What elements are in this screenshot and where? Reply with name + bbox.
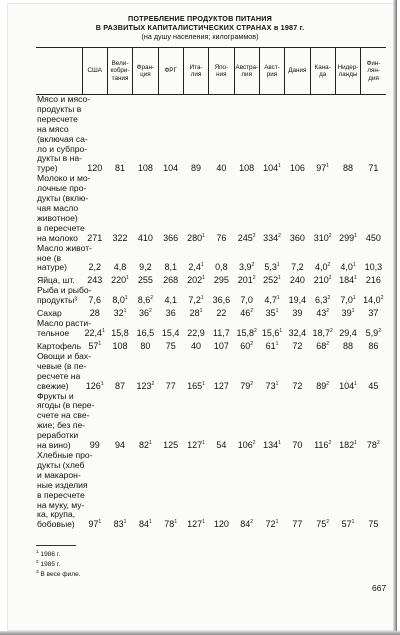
- value-cell: $82^1$: [138, 440, 152, 450]
- value-cell: $127^1$: [187, 519, 205, 530]
- header-blank: [36, 48, 82, 95]
- value-cell: 410: [137, 232, 153, 243]
- value-cell: 80: [140, 340, 151, 351]
- table-row: [36, 392, 386, 451]
- value-cell: $36^2$: [138, 308, 152, 319]
- product-name: Картофель: [37, 341, 82, 352]
- value-cell: 104: [163, 163, 179, 174]
- product-name: Мясо и мясо- продукты в пересчете на мясо (включая са- ло и субпро- дукты в на- туре): [37, 94, 91, 174]
- table-row: [36, 451, 386, 530]
- footnote-1: $^1$ 1986 г.: [36, 550, 61, 558]
- value-cell: 19,4: [288, 295, 307, 306]
- value-cell: 127: [213, 380, 229, 391]
- value-cell: 72: [292, 340, 303, 351]
- value-cell: 107: [213, 340, 229, 351]
- column-header: ФРГ: [158, 48, 183, 95]
- value-cell: 36: [165, 308, 176, 319]
- footnote-2-text: 1985 г.: [40, 561, 61, 569]
- value-cell: 88: [342, 340, 353, 351]
- value-cell: 4,1: [164, 295, 177, 306]
- value-cell: $182^1$: [339, 440, 357, 450]
- product-name: Яйца, шт.: [37, 275, 75, 286]
- value-cell: $126^1$: [85, 380, 104, 391]
- value-cell: $8,6^2$: [137, 295, 154, 306]
- value-cell: $334^2$: [263, 232, 281, 243]
- value-cell: $57^1$: [341, 519, 355, 530]
- value-cell: 16,5: [136, 327, 155, 338]
- value-cell: 7,0: [240, 295, 253, 306]
- value-cell: $72^1$: [265, 519, 279, 530]
- value-cell: 81: [115, 163, 126, 174]
- value-cell: 76: [216, 232, 227, 243]
- product-name: Рыба и рыбо- продукты³: [37, 285, 92, 306]
- value-cell: 322: [112, 232, 128, 243]
- value-cell: 89: [191, 163, 202, 174]
- value-cell: 15,4: [161, 327, 180, 338]
- value-cell: $106^2$: [237, 440, 256, 450]
- value-cell: 15,8$^2$: [236, 327, 257, 338]
- value-cell: 108: [239, 163, 255, 174]
- value-cell: 77: [292, 519, 303, 530]
- column-header: США: [82, 48, 107, 95]
- value-cell: 106: [289, 163, 305, 174]
- value-cell: $78^1$: [164, 519, 178, 530]
- footnote-2: $^2$ 1985 г.: [36, 560, 61, 569]
- value-cell: $4,0^2$: [315, 262, 331, 273]
- value-cell: $97^1$: [316, 163, 330, 174]
- value-cell: $116^2$: [314, 440, 332, 450]
- value-cell: $43^2$: [316, 308, 330, 319]
- value-cell: $73^1$: [265, 380, 279, 391]
- table-body: [36, 95, 386, 531]
- column-header: Ита- лия: [183, 48, 208, 95]
- value-cell: 40: [216, 163, 227, 174]
- value-cell: $60^2$: [240, 340, 254, 351]
- value-cell: 99: [89, 440, 100, 450]
- value-cell: 0,8: [215, 262, 228, 273]
- value-cell: $245^2$: [237, 232, 256, 243]
- value-cell: 75: [165, 340, 176, 351]
- value-cell: $78^2$: [366, 440, 380, 450]
- value-cell: 72: [292, 380, 303, 391]
- value-cell: $61^1$: [265, 340, 279, 351]
- product-name: Молоко и мо- лочные про- дукты (вклю- чая масло животное) в пересчете на молоко: [37, 173, 91, 243]
- value-cell: $39^1$: [341, 308, 355, 319]
- value-cell: 15,6$^1$: [261, 327, 283, 338]
- value-cell: $35^1$: [265, 308, 279, 319]
- value-cell: $165^1$: [187, 380, 205, 391]
- value-cell: 71: [368, 163, 379, 174]
- value-cell: $5,3^1$: [264, 262, 280, 273]
- table-header-row: [36, 48, 386, 95]
- value-cell: 22: [216, 308, 227, 319]
- table-title: [0, 14, 400, 32]
- footnotes: [36, 549, 80, 580]
- value-cell: 22,9: [187, 327, 205, 338]
- value-cell: 10,3: [364, 262, 383, 273]
- value-cell: 108: [112, 340, 128, 351]
- value-cell: $5,9^2$: [365, 327, 381, 338]
- footnote-3-text: В весе филе.: [40, 571, 81, 579]
- value-cell: 88: [342, 163, 353, 174]
- value-cell: 8,1: [164, 262, 177, 273]
- table-row: [36, 286, 386, 306]
- footnote-3: $^3$ В весе филе.: [36, 570, 81, 579]
- value-cell: 271: [87, 232, 103, 243]
- value-cell: 120: [213, 519, 229, 530]
- column-header: Авст- рия: [259, 48, 284, 95]
- value-cell: 18,7$^2$: [312, 327, 333, 338]
- value-cell: $123^2$: [136, 380, 155, 391]
- value-cell: $57^1$: [88, 340, 102, 351]
- value-cell: 39: [292, 308, 303, 319]
- value-cell: $104^1$: [263, 163, 281, 174]
- value-cell: $8,0^1$: [112, 295, 128, 306]
- value-cell: $7,0^1$: [340, 295, 356, 306]
- value-cell: 28: [89, 308, 100, 319]
- value-cell: $97^1$: [88, 519, 102, 530]
- table-row: [36, 319, 386, 339]
- value-cell: 108: [137, 163, 153, 174]
- table-subtitle: (на душу населения; килограммов): [141, 32, 259, 41]
- value-cell: $104^1$: [339, 380, 357, 391]
- title-line-2: В РАЗВИТЫХ КАПИТАЛИСТИЧЕСКИХ СТРАНАХ в 1987 г.: [95, 23, 305, 32]
- column-header: Кана- да: [310, 48, 335, 95]
- value-cell: 11,7: [212, 327, 230, 338]
- value-cell: $299^1$: [339, 232, 357, 243]
- column-header: Япо- ния: [209, 48, 234, 95]
- value-cell: 4,8: [113, 262, 127, 273]
- value-cell: 7,2: [291, 262, 304, 273]
- value-cell: 9,2: [139, 262, 152, 273]
- value-cell: $202^1$: [187, 275, 205, 286]
- value-cell: $134^1$: [263, 440, 281, 450]
- value-cell: $89^2$: [316, 380, 330, 391]
- value-cell: 77: [165, 380, 176, 391]
- value-cell: $252^1$: [263, 275, 281, 286]
- value-cell: $3,9^2$: [239, 262, 255, 273]
- value-cell: $28^1$: [189, 308, 203, 319]
- value-cell: $84^1$: [138, 519, 152, 530]
- value-cell: 22,4$^1$: [84, 327, 105, 338]
- value-cell: 40: [191, 340, 202, 351]
- value-cell: $210^2$: [313, 275, 332, 286]
- product-name: Хлебные про- дукты (хлеб и макарон- ные изделия в пересчете на муку, му- ка, крупа, бобовые): [37, 450, 93, 530]
- value-cell: $280^1$: [187, 232, 205, 243]
- value-cell: $127^1$: [187, 440, 205, 450]
- value-cell: 125: [163, 440, 179, 450]
- value-cell: 36,6: [212, 295, 231, 306]
- column-header: Дания: [285, 48, 310, 95]
- value-cell: $7,2^1$: [188, 295, 204, 306]
- product-name: Овощи и бах- чевые (в пе- ресчете на свежие): [37, 350, 92, 391]
- page-number: 667: [372, 583, 387, 593]
- value-cell: $83^1$: [113, 519, 127, 530]
- table-row: [36, 339, 386, 352]
- value-cell: 2,2: [88, 262, 101, 273]
- value-cell: 360: [289, 232, 305, 243]
- value-cell: 37: [368, 308, 379, 319]
- value-cell: $4,0^1$: [340, 262, 356, 273]
- value-cell: 86: [368, 340, 379, 351]
- consumption-table: [36, 47, 386, 530]
- value-cell: 295: [213, 275, 229, 286]
- product-name: Фрукты и ягоды (в пере- счете на све- жие; без пе- реработки на вино): [37, 390, 95, 451]
- value-cell: $84^2$: [240, 519, 254, 530]
- value-cell: $75^2$: [316, 519, 330, 530]
- value-cell: 450: [365, 232, 381, 243]
- value-cell: $220^1$: [111, 275, 129, 286]
- value-cell: 70: [292, 440, 303, 450]
- value-cell: $68^2$: [316, 340, 330, 351]
- value-cell: $32^1$: [113, 308, 127, 319]
- scan-edge-bottom: [0, 631, 400, 635]
- value-cell: 268: [163, 275, 179, 286]
- table-row: [36, 352, 386, 392]
- table-row: [36, 174, 386, 243]
- product-name: Масло живот- ное (в натуре): [37, 242, 93, 273]
- table-row: [36, 244, 386, 274]
- value-cell: $46^2$: [240, 308, 254, 319]
- value-cell: 240: [289, 275, 305, 286]
- column-header: Австра- лия: [234, 48, 259, 95]
- footnote-1-text: 1986 г.: [40, 551, 61, 558]
- value-cell: $310^2$: [313, 232, 332, 243]
- value-cell: 255: [137, 275, 153, 286]
- column-header: Фин- лян- дия: [361, 48, 386, 95]
- column-header: Нидер- ланды: [335, 48, 360, 95]
- scan-edge-right: [393, 0, 397, 635]
- value-cell: $201^2$: [237, 275, 256, 286]
- column-header: Вели- кобри- тания: [107, 48, 132, 95]
- value-cell: $4,7^1$: [264, 295, 280, 306]
- value-cell: 32,4: [288, 327, 307, 338]
- value-cell: 75: [368, 519, 379, 530]
- column-header: Фран- ция: [133, 48, 158, 95]
- value-cell: 94: [115, 440, 126, 450]
- value-cell: 366: [163, 232, 179, 243]
- value-cell: 216: [365, 275, 381, 286]
- value-cell: 45: [368, 380, 379, 391]
- value-cell: 243: [87, 275, 103, 286]
- value-cell: $6,3^2$: [315, 295, 331, 306]
- value-cell: 29,4: [339, 327, 357, 338]
- value-cell: 87: [115, 380, 126, 391]
- value-cell: 54: [216, 440, 227, 450]
- footnote-divider: [36, 545, 76, 546]
- product-name: Сахар: [37, 308, 62, 319]
- product-name: Масло расти- тельное: [37, 318, 92, 339]
- value-cell: 14,0$^2$: [363, 295, 384, 306]
- table-row: [36, 95, 386, 175]
- title-line-1: ПОТРЕБЛЕНИЕ ПРОДУКТОВ ПИТАНИЯ: [127, 14, 273, 23]
- value-cell: $79^2$: [240, 380, 254, 391]
- value-cell: 7,6: [88, 295, 101, 306]
- value-cell: $184^1$: [339, 275, 357, 286]
- value-cell: $2,4^1$: [188, 262, 204, 273]
- value-cell: 15,8: [111, 327, 129, 338]
- value-cell: 120: [87, 163, 103, 174]
